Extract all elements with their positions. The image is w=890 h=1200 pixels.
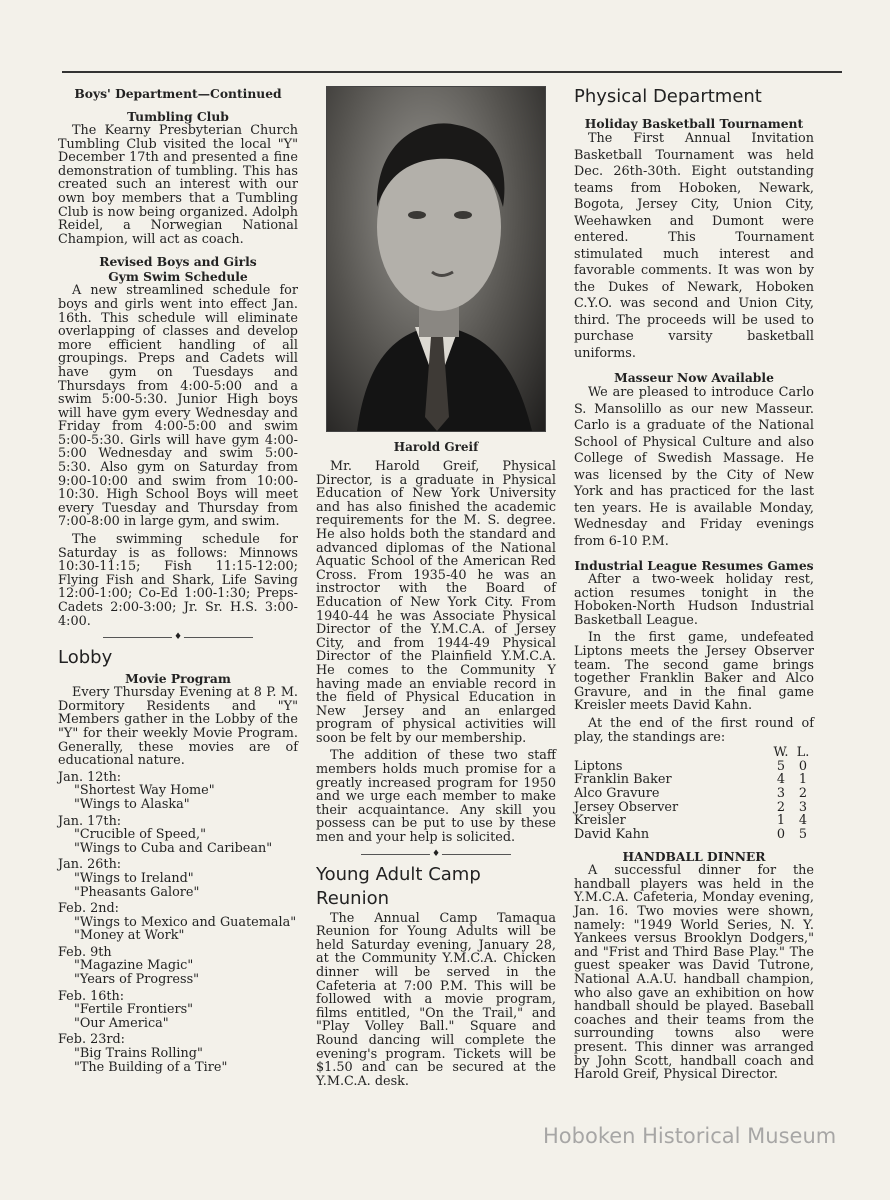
team-wins: 4: [776, 772, 786, 788]
movie-text: Every Thursday Evening at 8 P. M. Dormitory Residents and "Y" Members gather in the Lobby of the "Y" for their weekly Movie Program. Generally, these movies are of educational nature.: [58, 685, 298, 769]
table-row: [574, 801, 814, 815]
camp-text: The Annual Camp Tamaqua Reunion for Young Adults will be held Saturday evening, January 28, at the Community Y.M.C.A. Chicken dinner will be served in the Cafeteria at 7:00 P.M. This will be followed with a movie program, films entitled, "On the Trail," and "Play Volley Ball." Square and Round dancing will complete the evening's program. Tickets will be $1.50 and can be secured at the Y.M.C.A. desk.: [316, 910, 556, 1089]
movie-entry: [58, 946, 298, 987]
movie-title: "Wings to Cuba and Caribean": [74, 840, 273, 856]
lobby-heading: Lobby: [58, 647, 113, 669]
team-name: Franklin Baker: [574, 772, 672, 788]
team-wins: 0: [776, 826, 786, 842]
movie-entry: [58, 990, 298, 1031]
movie-date: Feb. 16th:: [58, 988, 125, 1004]
movie-title: "Pheasants Galore": [74, 884, 200, 900]
swim-saturday-text: The swimming schedule for Saturday is as follows: Minnows 10:30-11:15; Fish 11:15-12:00; Flying Fish and Shark, Life Saving 12:00-1:00; Co-Ed 1:00-1:30; Preps-Cadets 2:00-3:00; Jr. Sr. H.S. 3:00-4:00.: [58, 532, 298, 629]
tumbling-text: The Kearny Presbyterian Church Tumbling Club visited the local "Y" December 17th and presented a fine demonstration of tumbling. This has created such an interest with our own boy members that a Tumbling Club is now being organized. Adolph Reidel, a Norwegian National Champion, will act as coach.: [58, 123, 298, 247]
portrait-photo: [326, 86, 546, 432]
team-wins: 1: [776, 813, 786, 829]
movie-title: "Wings to Alaska": [74, 796, 190, 812]
movie-program-heading: Movie Program: [125, 671, 231, 687]
staff-addition-text: The addition of these two staff members holds much promise for a greatly increased program for 1950 and we urge each member to make their acquaintance. Any skill you possess can be put to use by these men and your help is solicited.: [316, 748, 556, 846]
table-row: [574, 787, 814, 801]
team-losses: 2: [798, 785, 808, 801]
league-text-2: In the first game, undefeated Liptons meets the Jersey Observer team. The second game brings together Franklin Baker and Alco Gravure, and in the final game Kreisler meets David Kahn.: [574, 630, 814, 714]
team-losses: 3: [798, 799, 808, 815]
masseur-heading: Masseur Now Available: [614, 370, 774, 385]
right-eye: [454, 211, 472, 219]
handball-text: A successful dinner for the handball players was held in the Y.M.C.A. Cafeteria, Monday evening, Jan. 16. Two movies were shown, namely: "1949 World Series, N. Y. Yankees versus Brooklyn Dodgers," and "Frist and Third Base Play." The guest speaker was David Tutrone, National A.A.U. handball champion, who also gave an exhibition on how handball should be played. Baseball coaches and their teams from the surrounding towns also were present. This dinner was arranged by John Scott, handball coach and Harold Greif, Physical Director.: [574, 863, 814, 1083]
league-text-1: After a two-week holiday rest, action resumes tonight in the Hoboken-North Hudson Industrial Basketball League.: [574, 572, 814, 628]
movie-date: Jan. 12th:: [58, 769, 122, 785]
greif-bio-text: Mr. Harold Greif, Physical Director, is a graduate in Physical Education of New York University and has also finished the academic requirements for the M. S. degree. He also holds both the standard and advanced diplomas of the National Aquatic School of the American Red Cross. From 1935-40 he was an instroctor with the Board of Education of New York City. From 1940-44 he was Associate Physical Director of the Y.M.C.A. of Jersey City, and from 1944-49 Physical Director of the Plainfield Y.M.C.A. He comes to the Community Y having made an enviable record in the field of Physical Education in New Jersey and an enlarged program of physical activities will soon be felt by our membership.: [316, 459, 556, 746]
movie-date: Feb. 9th: [58, 944, 112, 960]
table-row: [574, 814, 814, 828]
movie-entry: [58, 815, 298, 856]
team-losses: 4: [798, 813, 808, 829]
movie-title: "Years of Progress": [74, 972, 200, 988]
movie-entry: [58, 771, 298, 812]
movie-list: [58, 771, 298, 1074]
movie-date: Feb. 2nd:: [58, 901, 119, 917]
league-text-3: At the end of the first round of play, the standings are:: [574, 715, 814, 745]
portrait-illustration: [327, 87, 545, 431]
tourney-heading: Holiday Basketball Tournament: [584, 116, 804, 131]
movie-date: Jan. 17th:: [58, 813, 122, 829]
movie-title: "Crucible of Speed,": [74, 827, 206, 843]
movie-title: "Magazine Magic": [74, 958, 194, 974]
movie-title: "Money at Work": [74, 928, 185, 944]
team-name: Jersey Observer: [574, 799, 679, 815]
column-right: [574, 86, 814, 1082]
team-name: Alco Gravure: [574, 785, 660, 801]
team-wins: 2: [776, 799, 786, 815]
top-rule: [62, 71, 842, 73]
team-name: David Kahn: [574, 826, 650, 842]
swim-text: A new streamlined schedule for boys and girls went into effect Jan. 16th. This schedule will eliminate overlapping of classes and develop more efficient handling of all groupings. Preps and Cadets will have gym on Tuesdays and Thursdays from 4:00-5:00 and a swim 5:00-5:30. Junior High boys will have gym every Wednesday and Friday from 4:00-5:00 and swim 5:00-5:30. Girls will have gym 4:00-5:00 Wednesday and swim 5:00-5:30. Also gym on Saturday from 9:00-10:00 and swim from 10:00-10:30. High School Boys will meet every Tuesday and Thursday from 7:00-8:00 in large gym, and swim.: [58, 283, 298, 530]
movie-title: "Wings to Ireland": [74, 870, 194, 886]
ornament-divider: [361, 854, 511, 855]
ornament-divider: [103, 637, 253, 638]
column-left: [58, 86, 298, 1074]
movie-title: "The Building of a Tire": [74, 1059, 228, 1075]
team-name: Kreisler: [574, 813, 626, 829]
team-wins: 5: [776, 758, 786, 774]
movie-entry: [58, 902, 298, 943]
swim-heading-line2: Gym Swim Schedule: [108, 269, 248, 285]
left-eye: [408, 211, 426, 219]
movie-date: Feb. 23rd:: [58, 1032, 125, 1048]
movie-title: "Wings to Mexico and Guatemala": [74, 914, 297, 930]
tourney-text: The First Annual Invitation Basketball Tournament was held Dec. 26th-30th. Eight outstanding teams from Hoboken, Newark, Bogota, Jersey City, Union City, Weehawken and Dumont were entered. This Tournament stimulated much interest and favorable comments. It was won by the Dukes of Newark, Hoboken C.Y.O. was second and Union City, third. The proceeds will be used to purchase varsity basketball uniforms.: [574, 131, 814, 361]
team-wins: 3: [776, 785, 786, 801]
tumbling-heading: Tumbling Club: [127, 109, 229, 124]
movie-title: "Our America": [74, 1015, 169, 1031]
table-row: [574, 773, 814, 787]
standings-table: [574, 746, 814, 841]
movie-entry: [58, 1033, 298, 1074]
column-middle: [316, 86, 556, 1088]
movie-entry: [58, 858, 298, 899]
losses-header: L.: [796, 745, 810, 761]
movie-title: "Shortest Way Home": [74, 783, 215, 799]
handball-heading: HANDBALL DINNER: [622, 849, 766, 865]
museum-watermark: Hoboken Historical Museum: [543, 1124, 837, 1148]
movie-title: "Big Trains Rolling": [74, 1046, 203, 1062]
team-name: Liptons: [574, 758, 623, 774]
physical-dept-heading: Physical Department: [574, 86, 762, 107]
movie-date: Jan. 26th:: [58, 857, 122, 873]
table-row: [574, 828, 814, 842]
camp-heading-line2: Reunion: [316, 887, 390, 909]
table-row: [574, 760, 814, 774]
team-losses: 0: [798, 758, 808, 774]
swim-heading-line1: Revised Boys and Girls: [99, 254, 257, 270]
wins-header: W.: [773, 745, 789, 761]
standings-header: [574, 746, 814, 760]
camp-heading-line1: Young Adult Camp: [316, 863, 481, 885]
movie-title: "Fertile Frontiers": [74, 1002, 194, 1018]
league-heading: Industrial League Resumes Games: [574, 558, 814, 573]
team-losses: 1: [798, 772, 808, 788]
team-losses: 5: [798, 826, 808, 842]
masseur-text: We are pleased to introduce Carlo S. Mansolillo as our new Masseur. Carlo is a graduate of the National School of Physical Culture and also College of Swedish Massage. He was licensed by the City of New York and has practiced for the last ten years. He is available Monday, Wednesday and Friday evenings from 6-10 P.M.: [574, 385, 814, 549]
boys-dept-heading: Boys' Department—Continued: [74, 86, 282, 101]
photo-caption: Harold Greif: [393, 440, 479, 454]
